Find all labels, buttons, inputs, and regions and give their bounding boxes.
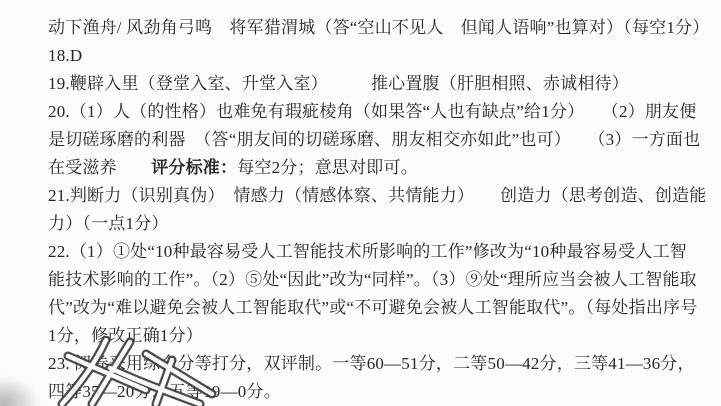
scan-corner-smudge	[0, 376, 40, 406]
answer-line-22-part1: 22.（1）①处“10种最容易受人工智能技术所影响的工作”修改为“10种最容易受人工智	[48, 242, 687, 261]
answer-line-22-part2: 能技术影响的工作”。（2）⑤处“因此”改为“同样”。（3）⑨处“理所应当会被人工智能取	[48, 270, 697, 289]
answer-line-23-part2: 四等35—20分，五等19—0分。	[48, 382, 281, 401]
answer-line-18: 18.D	[48, 46, 83, 65]
answer-line-20-part3: 在受滋养 评分标准：每空2分；意思对即可。	[48, 158, 418, 177]
answer-line-23-part1: 23. 阅卷采用综合分等打分，双评制。一等60—51分，二等50—42分，三等41—36分，	[48, 354, 695, 373]
scoring-standard-label: 评分标准：	[151, 158, 238, 177]
answer-line-19: 19.鞭辟入里（登堂入室、升堂入室） 推心置腹（肝胆相照、赤诚相待）	[48, 74, 629, 93]
answer-line-21-part1: 21.判断力（识别真伪） 情感力（情感体察、共情能力） 创造力（思考创造、创造能	[48, 186, 707, 205]
answer-line-22-part3: 代”改为“难以避免会被人工智能取代”或“不可避免会被人工智能取代”。（每处指出序号	[48, 298, 698, 317]
answer-line-20-part1: 20.（1）人（的性格）也难免有瑕疵棱角（如果答“人也有缺点”给1分） （2）朋友便	[48, 102, 697, 121]
answer-line-22-part4: 1分，修改正确1分）	[48, 326, 203, 345]
answer-line-21-part2: 力）（一点1分）	[48, 214, 169, 233]
answer-line-17-continuation: 动下渔舟/ 风劲角弓鸣 将军猎渭城（答“空山不见人 但闻人语响”也算对）（每空1分）	[48, 18, 710, 37]
answer-line-20-part2: 是切磋琢磨的利器 （答“朋友间的切磋琢磨、朋友相交亦如此”也可） （3）一方面也	[48, 130, 701, 149]
answer-text-block	[48, 14, 711, 406]
